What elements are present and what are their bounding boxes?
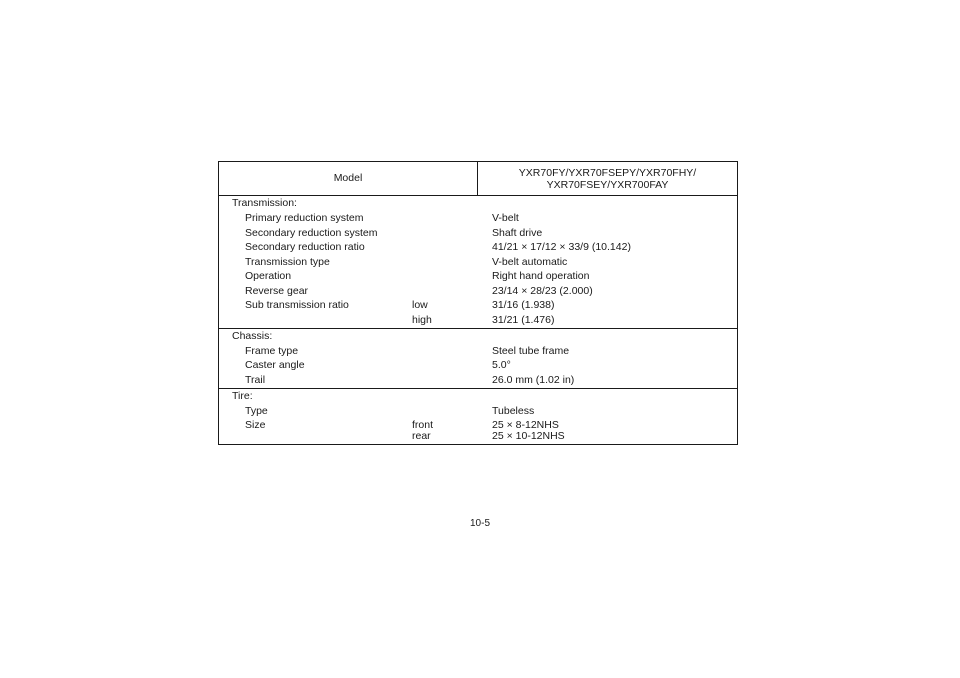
transmission-section (219, 195, 737, 329)
table-row (219, 429, 737, 443)
model-header-label: Model (333, 172, 363, 184)
table-row (219, 313, 737, 327)
row-value: 25 × 8-12NHS (492, 419, 559, 431)
row-value: 26.0 mm (1.02 in) (492, 373, 575, 386)
row-value: 41/21 × 17/12 × 33/9 (10.142) (492, 241, 631, 253)
row-label: Transmission type (245, 255, 330, 268)
row-label: Frame type (245, 344, 299, 357)
row-sublabel: rear (412, 430, 431, 442)
row-value: V-belt automatic (492, 255, 568, 268)
row-sublabel: low (412, 299, 428, 311)
row-value: Right hand operation (492, 270, 590, 282)
row-value: 31/16 (1.938) (492, 299, 555, 311)
row-label: Trail (245, 373, 266, 386)
table-row (219, 284, 737, 298)
section-title-row (219, 196, 737, 210)
tire-section (219, 389, 737, 444)
row-value: Tubeless (492, 404, 535, 417)
row-label: Secondary reduction system (245, 226, 378, 239)
table-row (219, 240, 737, 254)
row-value: V-belt (492, 212, 519, 224)
table-row (219, 255, 737, 269)
model-names-line-2: YXR70FSEY/YXR700FAY (546, 179, 669, 191)
table-row (219, 298, 737, 312)
row-value: 23/14 × 28/23 (2.000) (492, 284, 593, 297)
model-names (478, 167, 737, 191)
transmission-title: Transmission: (232, 197, 297, 209)
table-row (219, 404, 737, 418)
tire-title: Tire: (232, 390, 253, 402)
row-label: Caster angle (245, 359, 305, 371)
table-row (219, 358, 737, 372)
row-label: Size (245, 419, 266, 431)
section-title-row (219, 389, 737, 403)
chassis-title: Chassis: (232, 330, 273, 342)
table-row (219, 226, 737, 240)
table-row (219, 211, 737, 225)
row-value: 31/21 (1.476) (492, 313, 555, 326)
page-number: 10-5 (469, 518, 490, 529)
row-sublabel: front (412, 419, 434, 431)
chassis-section (219, 329, 737, 389)
table-row (219, 344, 737, 358)
table-row (219, 373, 737, 387)
row-label: Type (245, 404, 268, 417)
row-value: 5.0° (492, 359, 511, 371)
table-row (219, 269, 737, 283)
row-label: Reverse gear (245, 284, 309, 297)
row-value: 25 × 10-12NHS (492, 430, 565, 442)
row-label: Secondary reduction ratio (245, 241, 365, 253)
spec-table (218, 161, 738, 445)
table-header (219, 162, 737, 196)
row-value: Steel tube frame (492, 344, 570, 357)
row-label: Primary reduction system (245, 212, 364, 224)
row-sublabel: high (412, 313, 432, 326)
model-names-line-1: YXR70FY/YXR70FSEPY/YXR70FHY/ (518, 167, 697, 179)
section-title-row (219, 329, 737, 343)
row-value: Shaft drive (492, 226, 543, 239)
row-label: Operation (245, 270, 292, 282)
row-label: Sub transmission ratio (245, 299, 349, 311)
